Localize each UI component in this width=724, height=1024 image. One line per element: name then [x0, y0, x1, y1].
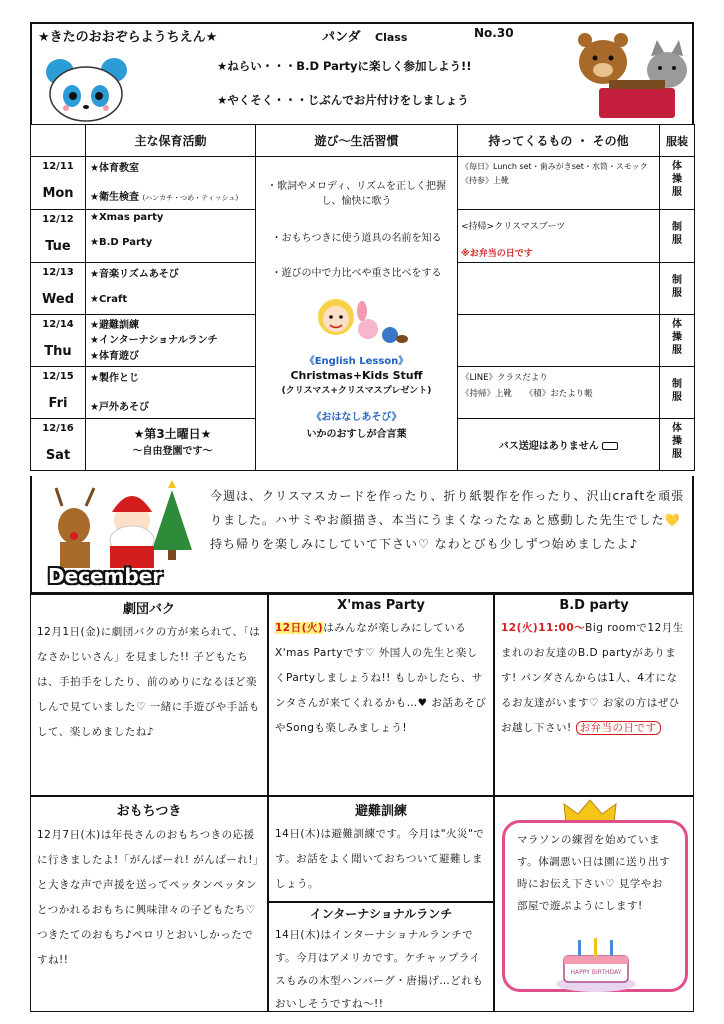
bring-cell [458, 419, 660, 471]
activity: ★製作とじ [90, 373, 139, 384]
bring-cell [458, 210, 660, 263]
dress-cell [660, 315, 695, 367]
date-highlight: 12日(火) [275, 622, 324, 634]
issue-number: No.30 [474, 26, 514, 40]
december-label: December [48, 564, 163, 588]
section-body: Big roomで12月生まれのお友達のB.D partyがあります! パンダさんからは1人、4才になるお友達がいます♡ お家の方はぜひお越し下さい! [501, 622, 684, 734]
marathon-text: マラソンの練習を始めています。体調悪い日は園に送り出す時にお伝え下さい♡ 見学やお部屋で遊ぶようにします! [517, 834, 671, 912]
bring-text: <持帰>クリスマスブーツ [461, 222, 566, 232]
activity-cell [86, 210, 256, 263]
date-highlight: 12(火)11:00～ [501, 622, 586, 634]
date: 12/11 [42, 161, 74, 172]
section-title: 劇団バク [122, 602, 175, 617]
bring-cell [458, 315, 660, 367]
dress-cell [660, 263, 695, 315]
lunchbox-notice: ※お弁当の日です [461, 249, 533, 259]
col-header-play: 遊び～生活習慣 [256, 125, 458, 157]
play-item: ・歌詞やメロディ、リズムを正しく把握し、愉快に歌う [267, 181, 446, 207]
dress-text: 体操服 [672, 319, 682, 356]
col-header-activities: 主な保育活動 [86, 125, 256, 157]
section-title: 避難訓練 [354, 804, 407, 819]
english-lesson-translation: (クリスマス+クリスマスプレゼント) [281, 386, 432, 396]
dress-cell [660, 419, 695, 471]
date-cell [31, 157, 86, 210]
col-header-dress: 服装 [660, 125, 695, 157]
section-body: はみんなが楽しみにしているX'mas Partyです♡ 外国人の先生と楽しくPartyしましょうね!! もしかしたら、サンタさんが来てくれるかも…♥ お話あそびやSongも楽しみましょう! [275, 622, 487, 734]
play-item: ・おもちつきに使う道具の名前を知る [271, 233, 442, 244]
activity-cell [86, 315, 256, 367]
weekday: Sat [45, 448, 71, 463]
activity-text: ★衛生検査 [90, 192, 139, 203]
weekday: Thu [44, 344, 72, 359]
theatre-section [30, 594, 268, 796]
activity-cell [86, 367, 256, 419]
bus-icon [602, 442, 618, 450]
section-text: 14日(木)は避難訓練です。今月は"火災"です。お話をよく聞いておちついて避難しましょう。 [275, 828, 485, 890]
dress-cell [660, 210, 695, 263]
section-title: おもちつき [116, 804, 182, 819]
activity: ★インターナショナルランチ [90, 335, 218, 346]
weekday: Mon [42, 186, 74, 201]
xmas-party-section [268, 594, 494, 796]
date-cell [31, 263, 86, 315]
bus-notice: バス送迎はありません [498, 441, 599, 452]
activity-cell [86, 419, 256, 471]
dress-text: 制服 [672, 222, 682, 246]
dress-text: 体操服 [672, 161, 682, 198]
activity: ～自由登園です～ [132, 446, 213, 457]
section-text: 12月7日(木)は年長さんのおもちつきの応援に行きましたよ!「がんばーれ! がんばーれ!」と大きな声で声援を送ってペッタンペッタンとつかれるおもちに興味津々の子どもたち♡ つきたてのおもち♪ペロリとおいしかったですね!! [37, 829, 259, 966]
english-lesson-title: 《English Lesson》 [304, 356, 409, 367]
activity [90, 188, 255, 203]
date-cell [31, 367, 86, 419]
table-row [31, 157, 695, 210]
class-suffix: Class [375, 31, 408, 44]
date: 12/15 [42, 371, 74, 382]
activity: ★B.D Party [90, 237, 153, 248]
section-text [495, 613, 693, 744]
date: 12/16 [42, 423, 74, 434]
dress-text: 制服 [672, 275, 682, 299]
school-name: ★きたのおおぞらようちえん★ [38, 30, 218, 45]
schedule-table [30, 124, 695, 471]
bring-cell: 《LINE》クラスだより 《持帰》上靴 《積》おたより帳 [458, 367, 660, 419]
activity: ★Craft [90, 294, 128, 305]
weekday: Fri [48, 396, 68, 411]
newsletter-header [30, 22, 694, 124]
activity: ★体育教室 [90, 163, 139, 174]
weekly-comment-text: 今週は、クリスマスカードを作ったり、折り紙製作を作ったり、沢山craftを頑張りました。ハサミやお顔描き、本当にうまくなったなぁと感動した先生でした💛 持ち帰りを楽しみにしていて下さい♡ なわとびも少しずつ始めましたよ♪ [210, 489, 685, 551]
cake-label: HAPPY BIRTHDAY [570, 969, 622, 976]
activity: ★第3土曜日★ [133, 427, 212, 441]
panda-illustration [40, 52, 130, 122]
story-play-text: いかのおすしが合言葉 [306, 429, 407, 440]
mochi-section [30, 796, 268, 1012]
dress-cell [660, 367, 695, 419]
children-illustration [302, 289, 412, 347]
play-habits-cell [256, 157, 458, 471]
section-title: B.D party [559, 598, 629, 613]
class-name-text: パンダ [322, 30, 361, 45]
col-header-bring: 持ってくるもの ・ その他 [458, 125, 660, 157]
activity-cell [86, 263, 256, 315]
col-header-date [31, 125, 86, 157]
story-play-title: 《おはなしあそび》 [311, 412, 402, 423]
bear-cat-illustration [569, 26, 693, 122]
activity: ★戸外あそび [90, 402, 149, 413]
date-cell [31, 210, 86, 263]
bring-cell [458, 263, 660, 315]
weekday: Wed [42, 292, 74, 307]
date: 12/13 [42, 267, 74, 278]
class-name [322, 26, 407, 45]
section-title: X'mas Party [337, 598, 425, 613]
section-title: インターナショナルランチ [309, 907, 453, 921]
date-cell [31, 419, 86, 471]
section-text: 14日(木)はインターナショナルランチです。今月はアメリカです。ケチャップライスもみの木型ハンバーグ・唐揚げ…どれもおいしそうですね～!! [275, 929, 484, 1010]
table-header-row [31, 125, 695, 157]
activity: ★音楽リズムあそび [90, 269, 179, 280]
lunchbox-tag: お弁当の日です [576, 721, 661, 735]
activity: ★Xmas party [90, 212, 164, 223]
play-item: ・遊びの中で力比べや重さ比べをする [271, 268, 442, 279]
date: 12/12 [42, 214, 74, 225]
weekday: Tue [45, 239, 71, 254]
birthday-cake-icon [550, 934, 642, 994]
english-lesson-topic: Christmas+Kids Stuff [290, 369, 423, 382]
international-lunch-section [268, 902, 494, 1012]
evacuation-drill-section [268, 796, 494, 902]
promise-text: ★やくそく・・・じぶんでお片付けをしましょう [217, 93, 469, 107]
santa-reindeer-illustration [42, 480, 202, 572]
section-text: 12月1日(金)に劇団バクの方が来られて、「はなさかじいさん」を見ました!! 子どもたちは、手拍手をしたり、前のめりになるほど楽しんで見ていました♡ 一緒に手遊びや手話もして、楽しめましたね♪ [37, 626, 261, 738]
bd-party-section [494, 594, 694, 796]
activity: ★避難訓練 [90, 320, 139, 331]
dress-cell [660, 157, 695, 210]
dress-text: 制服 [672, 379, 682, 403]
activity: ★体育遊び [90, 351, 139, 362]
activity-note: (ハンカチ・つめ・ティッシュ) [142, 194, 239, 202]
date-cell [31, 315, 86, 367]
dress-text: 体操服 [672, 423, 682, 460]
bring-cell: 《毎日》Lunch set・歯みがきset・水筒・スモック 《持参》上靴 [458, 157, 660, 210]
date: 12/14 [42, 319, 74, 330]
activity-cell [86, 157, 256, 210]
section-text [269, 613, 493, 744]
aim-text: ★ねらい・・・B.D Partyに楽しく参加しよう!! [217, 59, 472, 73]
